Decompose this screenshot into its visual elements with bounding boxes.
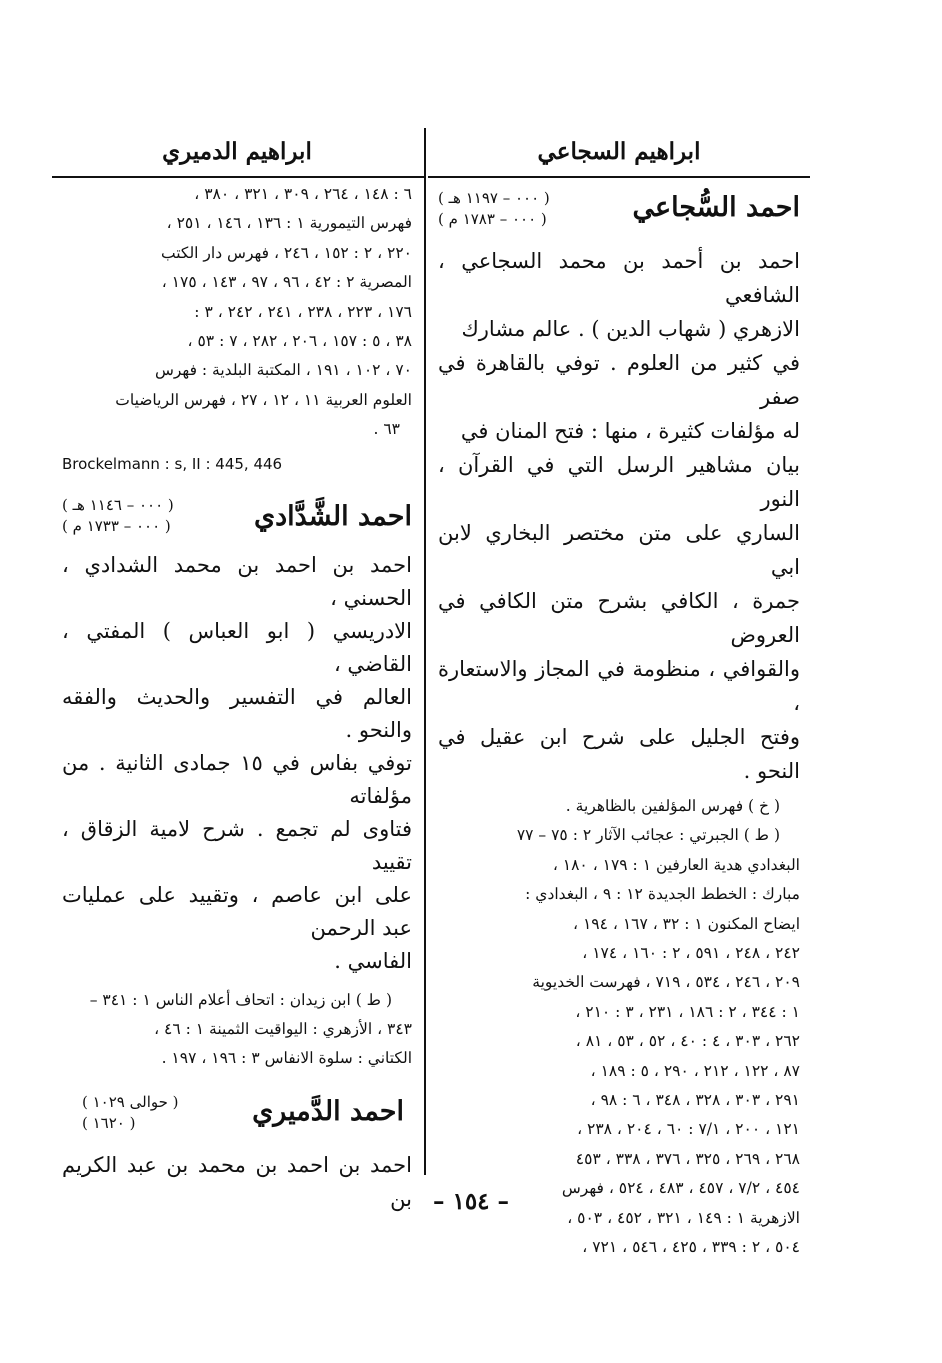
source-line: ايضاح المكنون ١ : ٣٢ ، ١٦٧ ، ١٩٤ ، [573,914,800,933]
source-line: المصرية ٢ : ٤٢ ، ٩٦ ، ٩٧ ، ١٤٣ ، ١٧٥ ، [161,273,412,292]
bio-line: احمد بن احمد بن محمد بن عبد الكريم بن [62,1152,412,1211]
bio-line: وفتح الجليل على شرح ابن عقيل في النحو . [438,725,800,783]
bio-line: له مؤلفات كثيرة ، منها : فتح المنان في [460,419,800,443]
bio-line: توفي بفاس في ١٥ جمادى الثانية . من مؤلفاته [62,750,412,808]
date-gregorian: ( ٠٠٠ – ١٧٣٣ م ) [62,516,171,535]
entry-sujai [438,188,800,1263]
date-hijri: ( حوالى ١٠٢٩ ) [82,1092,179,1111]
running-header-left: ابراهيم الدميري [162,137,312,165]
source-line: مبارك : الخطط الجديدة ١٢ : ٩ ، البغدادي : [525,885,800,904]
date-hijri: ( ٠٠٠ – ١١٤٦ هـ ) [62,495,174,514]
column-divider [424,128,426,1175]
continued-sources [62,180,412,445]
bio-line: احمد بن احمد بن محمد الشدادي ، الحسني ، [62,552,412,610]
bio-line: الفاسي . [334,948,412,973]
entry-name: احمد السُّجاعي [632,192,800,223]
source-line: الكتاني : سلوة الانفاس ٣ : ١٩٦ ، ١٩٧ . [161,1049,412,1068]
entry-heading [438,188,800,230]
entry-sources [62,986,412,1074]
date-gregorian: ( ٠٠٠ – ١٧٨٣ م ) [438,210,547,228]
entry-name: احمد الدَّميري [252,1095,404,1127]
source-line: ( ط ) ابن زيدان : اتحاف أعلام الناس ١ : ٣٤١ – [89,990,392,1009]
left-column [62,128,412,1216]
entry-name: احمد الشَّدَّادي [253,500,412,532]
bio-line: في كثير من العلوم . توفي بالقاهرة في صفر [438,351,800,409]
source-line: ٨٧ ، ١٢٢ ، ٢١٢ ، ٢٩٠ ، ٥ : ١٨٩ ، [590,1061,800,1080]
entry-heading [62,495,412,537]
entry-biography [438,244,800,788]
entry-dates [438,188,550,230]
bio-line: بيان مشاهير الرسل التي في القرآن ، النور [438,453,800,511]
source-line: ٦ : ١٤٨ ، ٢٦٤ ، ٣٠٩ ، ٣٢١ ، ٣٨٠ ، [194,185,412,203]
source-line: ١٧٦ ، ٢٢٣ ، ٢٣٨ ، ٢٤١ ، ٢٤٢ ، ٣ : [194,302,412,321]
bio-line: جمرة ، الكافي بشرح متن الكافي في العروض [438,589,800,647]
source-line: ٢٦٢ ، ٣٠٣ ، ٤ : ٤٠ ، ٥٢ ، ٥٣ ، ٨١ ، [575,1032,800,1051]
source-line: ٤٥٤ ، ٧/٢ ، ٤٥٧ ، ٤٨٣ ، ٥٢٤ ، فهرس [561,1179,800,1198]
entry-dates [62,1092,179,1134]
source-line: ٢٢٠ ، ٢ : ١٥٢ ، ٢٤٦ ، فهرس دار الكتب [161,243,412,262]
date-hijri: ( ٠٠٠ – ١١٩٧ هـ ) [438,189,550,207]
bio-line: الساري على متن مختصر البخاري لابن ابي [438,521,800,579]
running-header-right: ابراهيم السجاعي [537,137,701,165]
source-line: البغدادي هدية العارفين ١ : ١٧٩ ، ١٨٠ ، [552,855,800,874]
source-line: ٢٩١ ، ٣٠٣ ، ٣٢٨ ، ٣٤٨ ، ٦ : ٩٨ ، [590,1091,800,1110]
source-line: ٢٠٩ ، ٢٤٦ ، ٥٣٤ ، ٧١٩ ، فهرست الخديوية [532,973,800,992]
bio-line: احمد بن أحمد بن محمد السجاعي ، الشافعي [438,249,800,307]
entry-dates [62,495,174,537]
right-column [438,128,800,1263]
entry-shaddadi [62,495,412,1074]
source-line: ٣٨ ، ٥ : ١٥٧ ، ٢٠٦ ، ٢٨٢ ، ٧ : ٥٣ ، [187,332,412,351]
source-line: ٦٣ . [373,420,400,439]
source-line: الازهرية ١ : ١٤٩ ، ٣٢١ ، ٤٥٢ ، ٥٠٣ ، [567,1208,800,1227]
source-line: العلوم العربية ١١ ، ١٢ ، ٢٧ ، فهرس الرياضيات [115,390,412,409]
source-line: ٢٤٢ ، ٢٤٨ ، ٥٩١ ، ٢ : ١٦٠ ، ١٧٤ ، [582,944,800,963]
date-gregorian: ( ١٦٢٠ ) [82,1113,136,1132]
entry-heading [62,1092,412,1134]
source-line: ٣٤٣ ، الأزهري : اليواقيت الثمينة ١ : ٤٦ ، [154,1020,412,1039]
bio-line: على ابن عاصم ، وتقييد على عمليات عبد الرحمن [62,882,412,940]
entry-biography [62,549,412,978]
bio-line: الازهري ( شهاب الدين ) . عالم مشارك [461,317,800,341]
source-line: ٧٠ ، ١٠٢ ، ١٩١ ، المكتبة البلدية : فهرس [154,361,412,380]
source-line: ١ : ٣٤٤ ، ٢ : ١٨٦ ، ٢٣١ ، ٣ : ٢١٠ ، [575,1002,800,1021]
source-line: ١٢١ ، ٢٠٠ ، ٧/١ : ٦٠ ، ٢٠٤ ، ٢٣٨ ، [577,1120,800,1139]
bio-line: الادريسي ( ابو العباس ) المفتي ، القاضي ، [62,618,412,676]
bio-line: والقوافي ، منظومة في المجاز والاستعارة ، [438,657,800,715]
source-line: فهرس التيمورية ١ : ١٣٦ ، ١٤٦ ، ٢٥١ ، [166,214,412,233]
source-line: ٥٠٤ ، ٢ : ٣٣٩ ، ٤٢٥ ، ٥٤٦ ، ٧٢١ ، [582,1238,800,1257]
source-line: ( ط ) الجبرتي : عجائب الآثار ٢ : ٧٥ – ٧٧ [516,826,780,845]
bio-line: العالم في التفسير والحديث والفقه والنحو . [62,684,412,742]
source-line: ٢٦٨ ، ٢٦٩ ، ٣٢٥ ، ٣٧٦ ، ٣٣٨ ، ٤٥٣ [575,1149,800,1168]
bio-line: فتاوى لم تجمع . شرح لامية الزقاق ، تقييد [62,816,412,874]
page-number: – ١٥٤ – [432,1188,510,1215]
source-line: ( خ ) فهرس المؤلفين بالظاهرية . [565,797,780,815]
latin-reference: Brockelmann : s, II : 445, 446 [62,454,283,473]
